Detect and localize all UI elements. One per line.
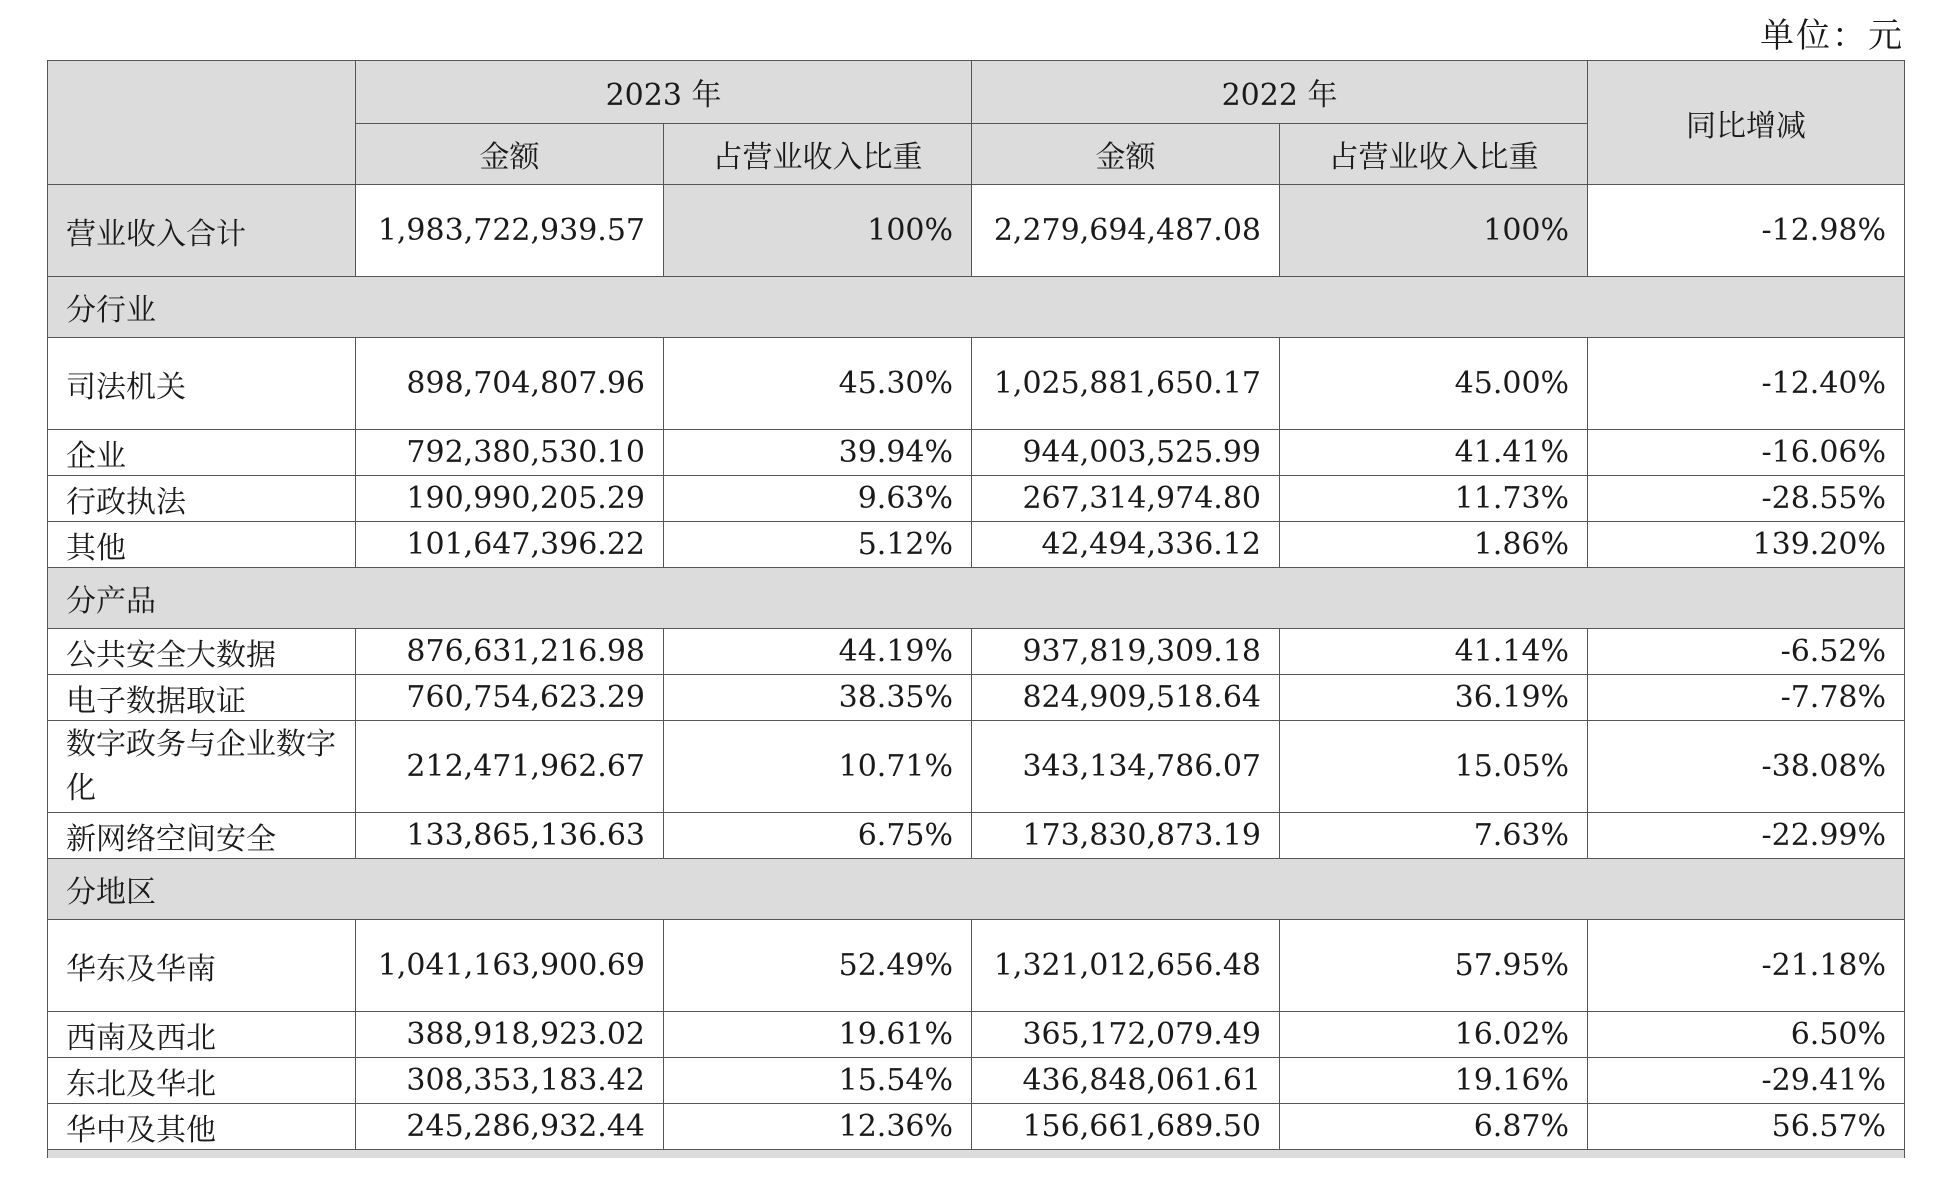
cell-amount-2023: 190,990,205.29 [356,476,664,522]
row-label: 新网络空间安全 [48,813,356,859]
row-label: 其他 [48,522,356,568]
cell-amount-2023: 760,754,623.29 [356,675,664,721]
cell-yoy: -38.08% [1588,721,1905,813]
row-label: 华中及其他 [48,1104,356,1150]
cell-yoy: -7.78% [1588,675,1905,721]
cell-amount-2022: 2,279,694,487.08 [972,185,1280,277]
cell-amount-2022: 944,003,525.99 [972,430,1280,476]
cell-amount-2023: 1,983,722,939.57 [356,185,664,277]
cell-ratio-2023: 38.35% [664,675,972,721]
header-ratio-2022: 占营业收入比重 [1280,124,1588,185]
row-label: 营业收入合计 [48,185,356,277]
cell-ratio-2023: 19.61% [664,1012,972,1058]
section-title: 分地区 [48,859,1905,920]
cell-amount-2023: 388,918,923.02 [356,1012,664,1058]
header-year-2023: 2023 年 [356,61,972,124]
table-row [48,476,1905,522]
cell-ratio-2023: 100% [664,185,972,277]
section-row-product [48,568,1905,629]
cut-off-row [48,1150,1905,1159]
cell-amount-2023: 308,353,183.42 [356,1058,664,1104]
cell-amount-2022: 1,321,012,656.48 [972,920,1280,1012]
header-amount-2023: 金额 [356,124,664,185]
cell-ratio-2022: 11.73% [1280,476,1588,522]
cell-yoy: -12.98% [1588,185,1905,277]
cell-amount-2022: 1,025,881,650.17 [972,338,1280,430]
cell-ratio-2022: 100% [1280,185,1588,277]
row-label: 行政执法 [48,476,356,522]
table-row [48,1058,1905,1104]
cell-yoy: -6.52% [1588,629,1905,675]
cell-amount-2022: 937,819,309.18 [972,629,1280,675]
cell-yoy: 6.50% [1588,1012,1905,1058]
table-row [48,1104,1905,1150]
cell-amount-2023: 133,865,136.63 [356,813,664,859]
cell-amount-2023: 1,041,163,900.69 [356,920,664,1012]
row-label: 数字政务与企业数字化 [48,721,356,813]
cell-ratio-2023: 44.19% [664,629,972,675]
cell-amount-2023: 245,286,932.44 [356,1104,664,1150]
cell-yoy: -21.18% [1588,920,1905,1012]
cell-amount-2022: 156,661,689.50 [972,1104,1280,1150]
row-label: 电子数据取证 [48,675,356,721]
cell-amount-2022: 343,134,786.07 [972,721,1280,813]
section-title: 分行业 [48,277,1905,338]
header-amount-2022: 金额 [972,124,1280,185]
cell-ratio-2022: 19.16% [1280,1058,1588,1104]
cell-yoy: -12.40% [1588,338,1905,430]
row-label: 华东及华南 [48,920,356,1012]
cell-ratio-2023: 15.54% [664,1058,972,1104]
cell-ratio-2023: 10.71% [664,721,972,813]
cell-amount-2023: 101,647,396.22 [356,522,664,568]
cell-ratio-2023: 45.30% [664,338,972,430]
cell-amount-2023: 876,631,216.98 [356,629,664,675]
header-row-years [48,61,1905,124]
cell-amount-2022: 436,848,061.61 [972,1058,1280,1104]
cell-ratio-2022: 41.14% [1280,629,1588,675]
cell-amount-2022: 824,909,518.64 [972,675,1280,721]
cell-ratio-2022: 6.87% [1280,1104,1588,1150]
cell-ratio-2023: 12.36% [664,1104,972,1150]
cell-amount-2022: 365,172,079.49 [972,1012,1280,1058]
cell-yoy: -28.55% [1588,476,1905,522]
table-row [48,1012,1905,1058]
cell-amount-2022: 173,830,873.19 [972,813,1280,859]
header-blank-cell [48,61,356,185]
row-label: 西南及西北 [48,1012,356,1058]
cell-ratio-2023: 6.75% [664,813,972,859]
row-label: 公共安全大数据 [48,629,356,675]
row-label: 企业 [48,430,356,476]
unit-label: 单位：元 [1760,16,1904,56]
cell-ratio-2022: 57.95% [1280,920,1588,1012]
cell-yoy: -29.41% [1588,1058,1905,1104]
cell-ratio-2022: 15.05% [1280,721,1588,813]
table-row-total [48,185,1905,277]
table-row [48,813,1905,859]
cell-yoy: 139.20% [1588,522,1905,568]
header-yoy: 同比增减 [1588,61,1905,185]
cell-amount-2023: 212,471,962.67 [356,721,664,813]
cell-ratio-2023: 39.94% [664,430,972,476]
cell-ratio-2022: 7.63% [1280,813,1588,859]
cell-ratio-2022: 16.02% [1280,1012,1588,1058]
header-year-2022: 2022 年 [972,61,1588,124]
cell-ratio-2023: 9.63% [664,476,972,522]
row-label: 东北及华北 [48,1058,356,1104]
table-row [48,430,1905,476]
cell-ratio-2023: 5.12% [664,522,972,568]
table-row [48,522,1905,568]
cell-amount-2022: 42,494,336.12 [972,522,1280,568]
revenue-table [47,60,1905,1158]
cell-ratio-2022: 45.00% [1280,338,1588,430]
cell-amount-2022: 267,314,974.80 [972,476,1280,522]
cell-ratio-2022: 36.19% [1280,675,1588,721]
section-row-region [48,859,1905,920]
cell-yoy: 56.57% [1588,1104,1905,1150]
table-row [48,675,1905,721]
table-row [48,629,1905,675]
cell-ratio-2022: 41.41% [1280,430,1588,476]
row-label: 司法机关 [48,338,356,430]
table-row [48,920,1905,1012]
cell-ratio-2023: 52.49% [664,920,972,1012]
table-row [48,338,1905,430]
table-row [48,721,1905,813]
table-row-cut-off [48,1150,1905,1159]
section-title: 分产品 [48,568,1905,629]
cell-ratio-2022: 1.86% [1280,522,1588,568]
cell-amount-2023: 898,704,807.96 [356,338,664,430]
cell-yoy: -16.06% [1588,430,1905,476]
header-ratio-2023: 占营业收入比重 [664,124,972,185]
section-row-industry [48,277,1905,338]
cell-yoy: -22.99% [1588,813,1905,859]
cell-amount-2023: 792,380,530.10 [356,430,664,476]
